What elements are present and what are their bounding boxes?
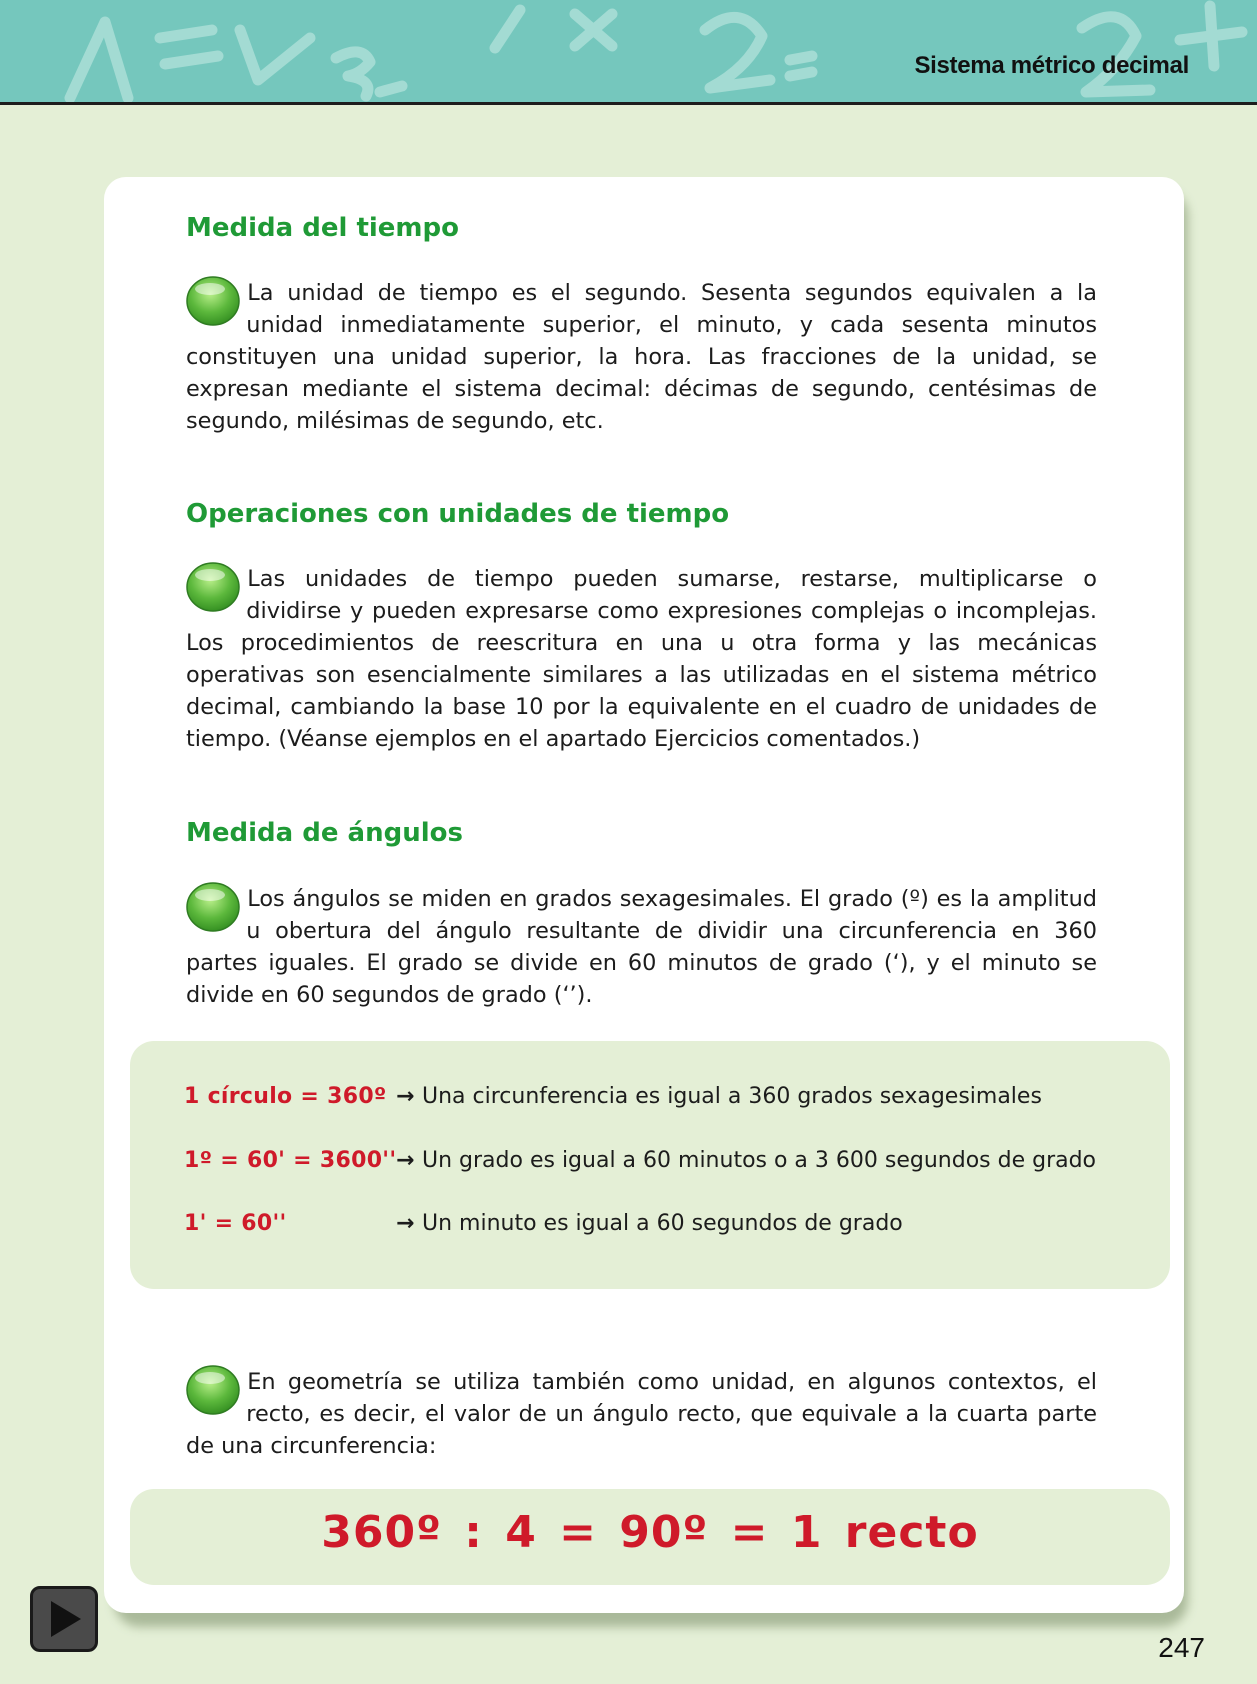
conversion-equation: 1 círculo = 360º [184,1084,387,1109]
conversion-equation: 1' = 60'' [184,1211,287,1236]
play-button[interactable] [30,1586,98,1652]
play-icon [33,1589,95,1649]
paragraph-medida-del-tiempo [186,277,1097,437]
right-arrow-icon: → [396,1211,415,1236]
conversion-explanation: Un grado es igual a 60 minutos o a 3 600 segundos de grado [422,1148,1097,1173]
angle-conversion-box [130,1041,1170,1289]
chapter-title: Sistema métrico decimal [914,52,1189,79]
green-ball-icon [186,276,241,326]
math-symbols-decoration [0,0,1257,102]
right-arrow-icon: → [396,1084,415,1109]
paragraph-text: La unidad de tiempo es el segundo. Sesenta segundos equivalen a la unidad inmediatamente superior, el minuto, y cada sesenta minutos constituyen una unidad superior, la hora. Las fracciones de la unidad, se expresan mediante el sistema decimal: décimas de segundo, centésimas de segundo, milésimas de segundo, etc. [186,280,1097,434]
paragraph-operaciones [186,563,1097,755]
page-number: 247 [1158,1632,1205,1663]
content-card [104,177,1184,1613]
right-arrow-icon: → [396,1148,415,1173]
green-ball-icon [186,562,241,612]
formula-box [130,1489,1170,1585]
paragraph-text: Los ángulos se miden en grados sexagesimales. El grado (º) es la amplitud u obertura del ángulo resultante de dividir una circunferencia en 360 partes iguales. El grado se divide en 60 minutos de grado (‘), y el minuto se divide en 60 segundos de grado (‘’). [186,886,1097,1008]
section-title-operaciones: Operaciones con unidades de tiempo [186,499,730,529]
paragraph-text: En geometría se utiliza también como unidad, en algunos contextos, el recto, es decir, el valor de un ángulo recto, que equivale a la cuarta parte de una circunferencia: [186,1369,1097,1459]
green-ball-icon [186,882,241,932]
paragraph-medida-de-angulos [186,883,1097,1011]
green-ball-icon [186,1365,241,1415]
paragraph-recto [186,1366,1097,1462]
page-header [0,0,1257,105]
conversion-explanation: Un minuto es igual a 60 segundos de grado [422,1211,903,1236]
conversion-explanation: Una circunferencia es igual a 360 grados sexagesimales [422,1084,1042,1109]
paragraph-text: Las unidades de tiempo pueden sumarse, restarse, multiplicarse o dividirse y pueden expresarse como expresiones complejas o incomplejas. Los procedimientos de reescritura en una u otra forma y las mecánicas operativas son esencialmente similares a las utilizadas en el sistema métrico decimal, cambiando la base 10 por la equivalente en el cuadro de unidades de tiempo. (Véanse ejemplos en el apartado Ejercicios comentados.) [186,566,1097,752]
conversion-equation: 1º = 60' = 3600'' [184,1148,397,1173]
section-title-medida-de-angulos: Medida de ángulos [186,818,463,848]
recto-formula: 360º : 4 = 90º = 1 recto [321,1507,979,1558]
section-title-medida-del-tiempo: Medida del tiempo [186,213,459,243]
